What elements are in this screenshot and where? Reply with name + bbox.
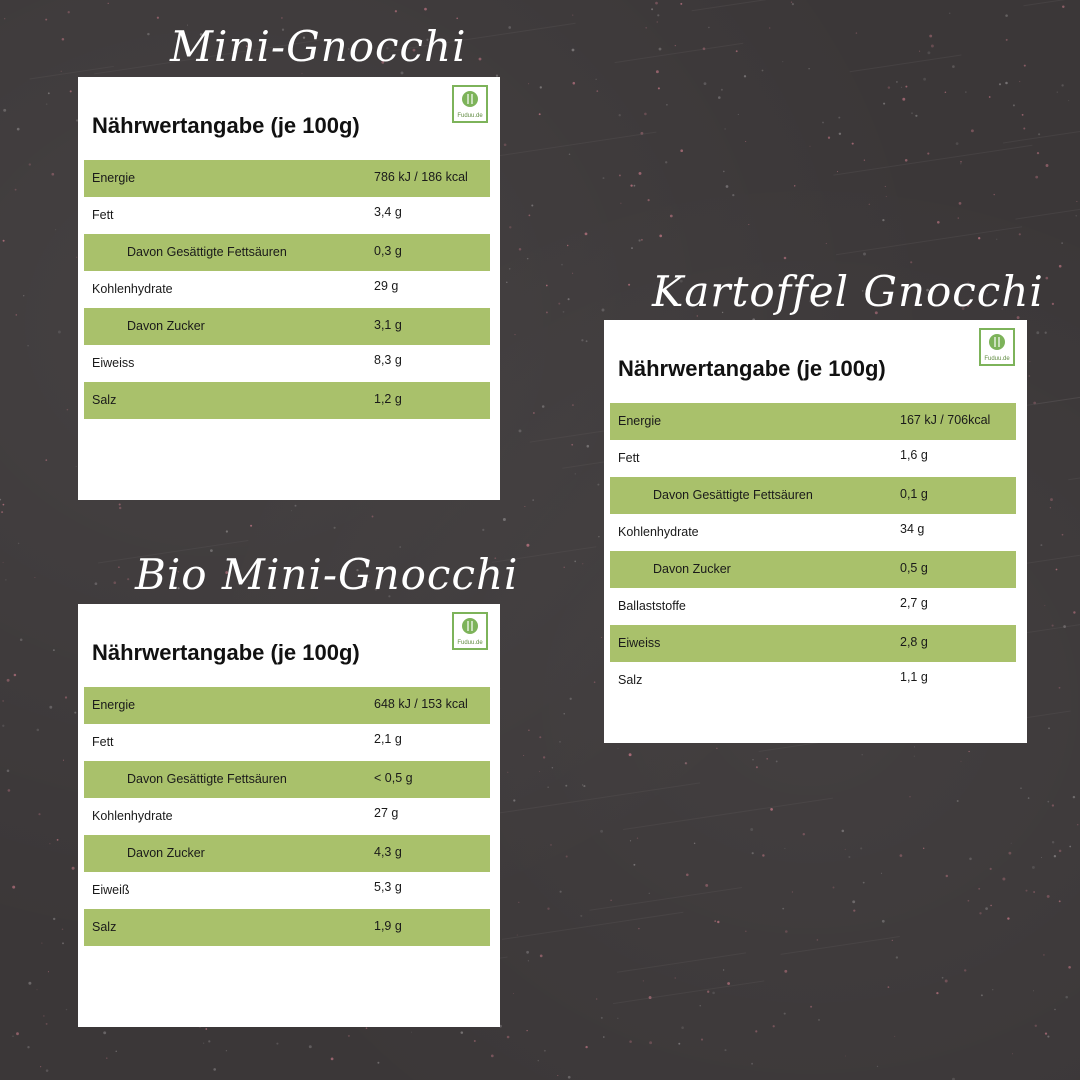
row-label: Eiweiss (92, 356, 135, 370)
panel-title-kartoffel-gnocchi: Kartoffel Gnocchi (652, 267, 1044, 316)
card-heading: Nährwertangabe (je 100g) (618, 356, 886, 381)
table-row (610, 403, 1016, 440)
row-label: Eiweiß (92, 883, 130, 897)
fork-knife-icon (452, 85, 488, 123)
fork-knife-icon (452, 612, 488, 650)
row-label: Salz (92, 920, 117, 934)
row-label: Kohlenhydrate (92, 809, 173, 823)
table-row (84, 724, 490, 761)
card-heading: Nährwertangabe (je 100g) (92, 113, 360, 138)
table-row (610, 514, 1016, 551)
row-value: 5,3 g (374, 880, 402, 894)
row-value: 1,6 g (900, 448, 928, 462)
row-value: 4,3 g (374, 845, 402, 859)
table-row (610, 477, 1016, 514)
row-label: Salz (618, 673, 643, 687)
row-label: Davon Zucker (127, 319, 205, 333)
row-value: 0,3 g (374, 244, 402, 258)
table-row (610, 440, 1016, 477)
row-value: 648 kJ / 153 kcal (374, 697, 468, 711)
panel-title-bio-mini-gnocchi: Bio Mini-Gnocchi (135, 550, 519, 599)
row-label: Energie (618, 414, 662, 428)
table-row (84, 798, 490, 835)
table-row (84, 382, 490, 419)
row-label: Fett (618, 451, 640, 465)
row-label: Eiweiss (618, 636, 661, 650)
table-row (610, 588, 1016, 625)
table-row (84, 872, 490, 909)
table-row (84, 909, 490, 946)
table-row (84, 197, 490, 234)
logo-text: Fuduu.de (457, 640, 483, 646)
panel-title-mini-gnocchi: Mini-Gnocchi (170, 22, 467, 71)
table-row (610, 662, 1016, 699)
row-value: 0,1 g (900, 487, 928, 501)
nutrition-card-mini-gnocchi (78, 77, 500, 500)
row-value: 1,1 g (900, 670, 928, 684)
row-label: Davon Gesättigte Fettsäuren (127, 772, 287, 786)
table-row (84, 345, 490, 382)
row-value: 29 g (374, 279, 399, 293)
nutrition-card-bio-mini-gnocchi (78, 604, 500, 1027)
row-label: Kohlenhydrate (92, 282, 173, 296)
row-value: 27 g (374, 806, 399, 820)
logo-text: Fuduu.de (457, 113, 483, 119)
row-value: 8,3 g (374, 353, 402, 367)
row-value: 2,8 g (900, 635, 928, 649)
table-row (84, 234, 490, 271)
row-label: Davon Gesättigte Fettsäuren (127, 245, 287, 259)
table-row (84, 308, 490, 345)
nutrition-table (84, 160, 490, 419)
row-label: Ballaststoffe (618, 599, 686, 613)
row-value: 34 g (900, 522, 925, 536)
row-value: 167 kJ / 706kcal (900, 413, 991, 427)
row-value: 1,2 g (374, 392, 402, 406)
row-label: Davon Gesättigte Fettsäuren (653, 488, 813, 502)
row-value: 3,1 g (374, 318, 402, 332)
nutrition-card-kartoffel-gnocchi (604, 320, 1027, 743)
row-value: 3,4 g (374, 205, 402, 219)
row-value: 2,7 g (900, 596, 928, 610)
table-row (84, 835, 490, 872)
table-row (610, 625, 1016, 662)
card-heading: Nährwertangabe (je 100g) (92, 640, 360, 665)
nutrition-table (610, 403, 1016, 699)
row-label: Salz (92, 393, 117, 407)
fork-knife-icon (979, 328, 1015, 366)
logo-text: Fuduu.de (984, 356, 1010, 362)
row-label: Fett (92, 208, 114, 222)
table-row (84, 160, 490, 197)
row-label: Fett (92, 735, 114, 749)
row-label: Energie (92, 171, 136, 185)
nutrition-table (84, 687, 490, 946)
row-value: 1,9 g (374, 919, 402, 933)
row-label: Energie (92, 698, 136, 712)
row-label: Davon Zucker (127, 846, 205, 860)
table-row (610, 551, 1016, 588)
table-row (84, 271, 490, 308)
row-value: 0,5 g (900, 561, 928, 575)
row-value: < 0,5 g (374, 771, 413, 785)
row-value: 786 kJ / 186 kcal (374, 170, 468, 184)
row-label: Kohlenhydrate (618, 525, 699, 539)
table-row (84, 761, 490, 798)
row-label: Davon Zucker (653, 562, 731, 576)
table-row (84, 687, 490, 724)
row-value: 2,1 g (374, 732, 402, 746)
